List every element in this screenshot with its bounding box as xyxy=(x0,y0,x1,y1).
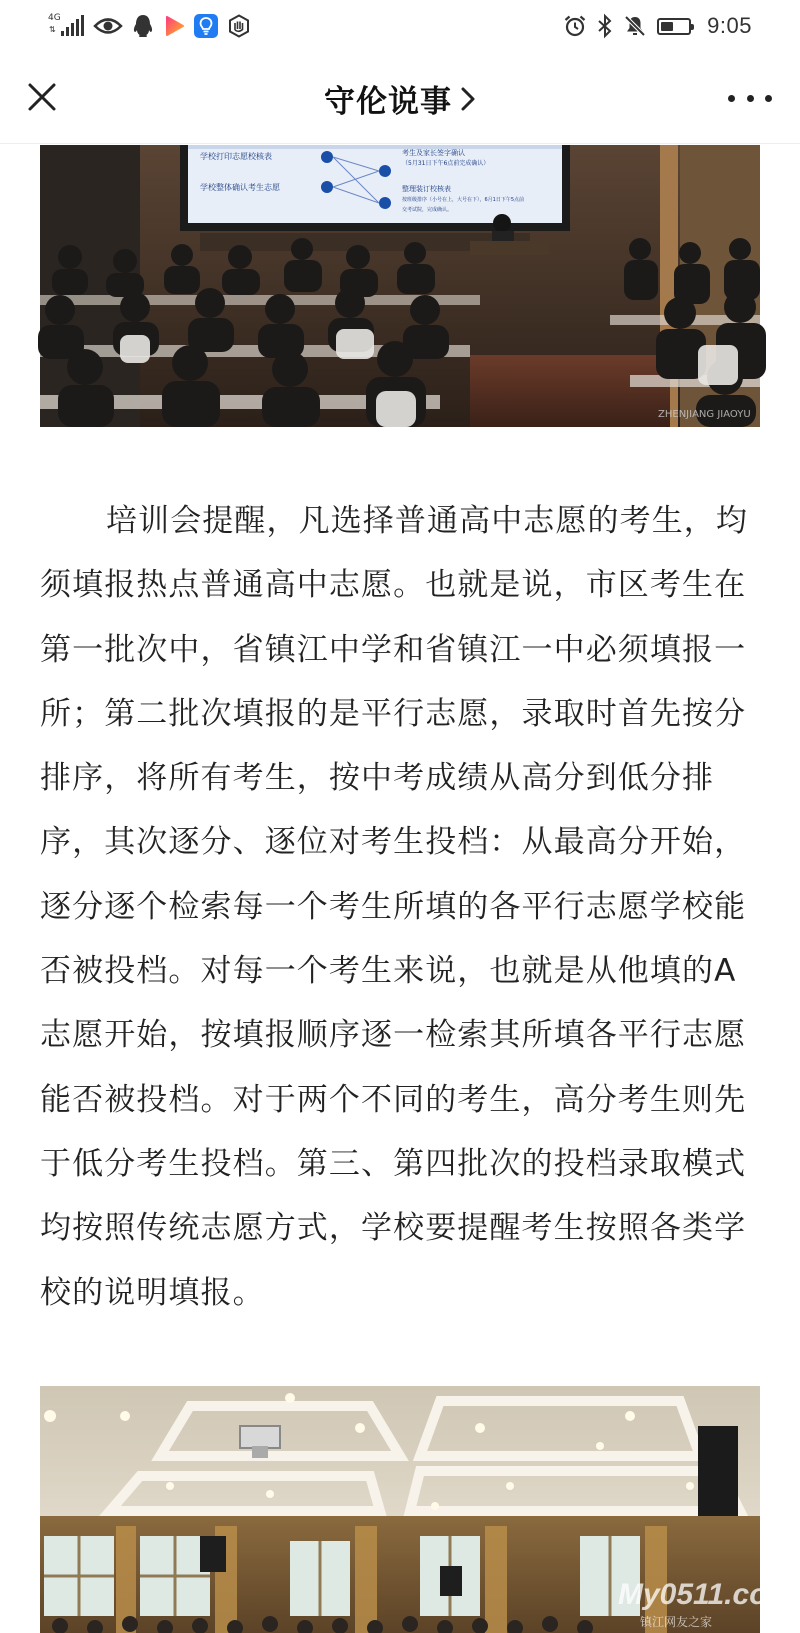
page-title: 守伦说事 xyxy=(324,83,452,120)
slide-text: 按班级排序（小号在上，大号在下），6月1日下午5点前 xyxy=(402,197,525,203)
slide-text: 整理装订校核表 xyxy=(402,185,451,193)
title-bar xyxy=(0,52,800,144)
mute-bell-icon xyxy=(623,14,647,38)
photo-watermark: My0511.com xyxy=(618,1578,795,1611)
hand-app-icon xyxy=(227,14,251,38)
qq-penguin-icon xyxy=(132,14,154,38)
video-play-icon xyxy=(163,15,185,37)
status-left-icons xyxy=(48,13,251,39)
chevron-right-icon xyxy=(460,86,476,112)
network-type: 4G xyxy=(48,13,61,23)
slide-text: 交考试院，完成确认。 xyxy=(402,207,453,213)
meeting-hall-photo xyxy=(40,1386,795,1633)
bluetooth-icon xyxy=(597,14,613,38)
account-title-link[interactable] xyxy=(0,76,800,120)
more-button[interactable] xyxy=(728,88,772,108)
article-paragraph: 培训会提醒，凡选择普通高中志愿的考生，均须填报热点普通高中志愿。也就是说，市区考生在第一批次中，省镇江中学和省镇江一中必须填报一所；第二批次填报的是平行志愿，录取时首先按分排序，将所有考生，按中考成绩从高分到低分排序，其次逐分、逐位对考生投档：从最高分开始，逐分逐个检索每一个考生所填的各平行志愿学校能否被投档。对每一个考生来说，也就是从他填的A志愿开始，按填报顺序逐一检索其所填各平行志愿能否被投档。对于两个不同的考生，高分考生则先于低分考生投档。第三、第四批次的投档录取模式均按照传统志愿方式，学校要提醒考生按照各类学校的说明填报。 xyxy=(40,503,748,1311)
clock: 9:05 xyxy=(707,13,752,38)
slide-text: （5月31日下午6点前完成确认） xyxy=(402,160,490,167)
slide-text: 学校整体确认考生志愿 xyxy=(200,183,280,192)
eye-icon xyxy=(93,16,123,36)
more-dots-icon xyxy=(728,95,735,102)
bulb-app-icon xyxy=(194,14,218,38)
alarm-icon xyxy=(563,14,587,38)
status-right-icons xyxy=(563,13,752,39)
photo-watermark: ZHENJIANG JIAOYU xyxy=(658,409,751,420)
status-bar xyxy=(0,0,800,52)
photo-watermark-sub: 镇江网友之家 xyxy=(640,1615,713,1629)
meeting-photo-top xyxy=(40,145,760,427)
battery-icon xyxy=(657,18,691,35)
slide-text: 学校打印志愿校核表 xyxy=(200,152,272,161)
slide-text: 考生及家长签字确认 xyxy=(402,149,465,157)
signal-icon: 4G ⇅ xyxy=(48,14,84,38)
